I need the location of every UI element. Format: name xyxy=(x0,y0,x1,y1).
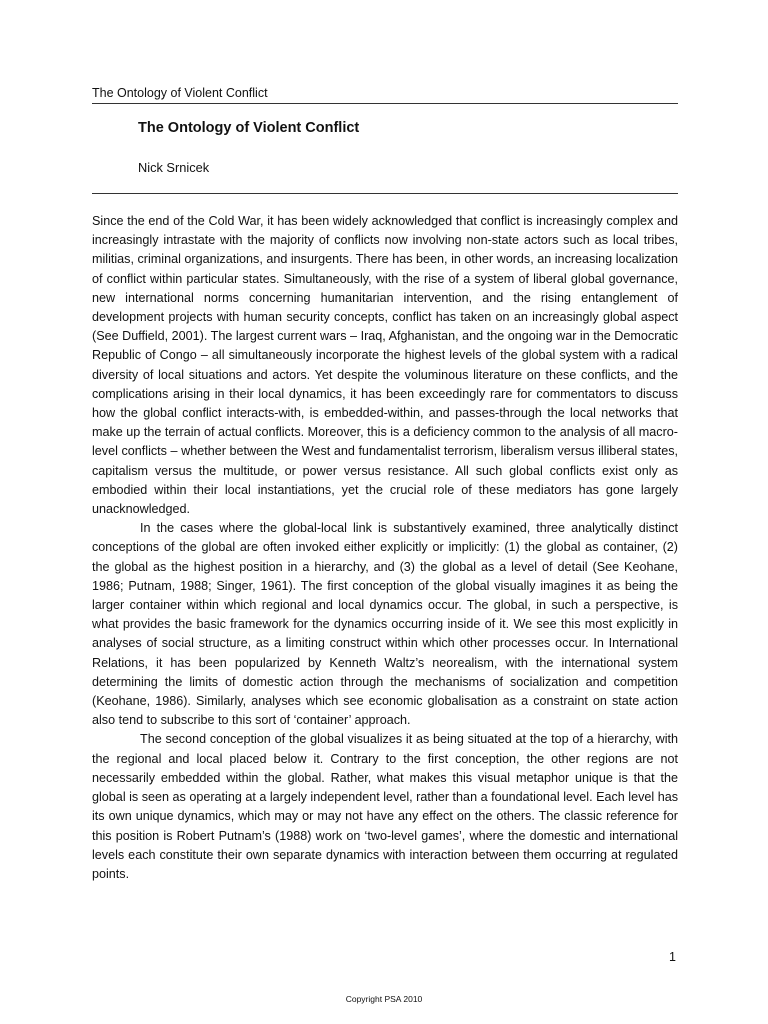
copyright-notice: Copyright PSA 2010 xyxy=(345,994,423,1004)
author-name: Nick Srnicek xyxy=(138,160,210,175)
paragraph-3: The second conception of the global visualizes it as being situated at the top of a hierarchy, with the regional and local placed below it. Contrary to the first conception, the other regions are not necessarily embedded within the global. Rather, what makes this visual metaphor unique is that the global is seen as operating at a largely independent level, rather than a foundational level. Each level has its own unique dynamics, which may or may not have any effect on the others. The classic reference for this position is Robert Putnam’s (1988) work on ‘two-level games’, where the domestic and international levels each constitute their own separate dynamics with interaction between them occurring at regulated points. xyxy=(92,732,679,881)
page-number: 1 xyxy=(669,950,676,964)
running-header: The Ontology of Violent Conflict xyxy=(92,86,268,100)
page-title: The Ontology of Violent Conflict xyxy=(138,120,360,136)
title-divider xyxy=(92,193,678,194)
paragraph-1: Since the end of the Cold War, it has been widely acknowledged that conflict is increasingly complex and increasingly intrastate with the majority of conflicts now involving non-state actors such as local tribes, militias, criminal organizations, and insurgents. There has been, in other words, an increasing localization of conflict within particular states. Simultaneously, with the rise of a system of liberal global governance, new international norms concerning humanitarian intervention, and the rising entanglement of development projects with human security concepts, conflict has taken on an increasingly global aspect (See Duffield, 2001). The largest current wars – Iraq, Afghanistan, and the ongoing war in the Democratic Republic of Congo – all simultaneously incorporate the highest levels of the global system with a radical diversity of local situations and actors. Yet despite the voluminous literature on these conflicts, and the complications arising in their local dynamics, it has been exceedingly rare for commentators to discuss how the global conflict interacts-with, is embedded-within, and passes-through the local networks that make up the terrain of actual conflicts. Moreover, this is a deficiency common to the analysis of all macro-level conflicts – whether between the West and fundamentalist terrorism, liberalism versus illiberal states, capitalism versus the multitude, or power versus resistance. All such global conflicts exist only as embodied within their local instantiations, yet the crucial role of these mediators has gone largely unacknowledged. xyxy=(92,214,678,517)
header-rule xyxy=(92,103,678,104)
paragraph-2: In the cases where the global-local link is substantively examined, three analytically distinct conceptions of the global are often invoked either explicitly or implicitly: (1) the global as container, (2) the global as the highest position in a hierarchy, and (3) the global as a level of detail (See Keohane, 1986; Putnam, 1988; Singer, 1961). The first conception of the global visually imagines it as being the larger container within which regional and local dynamics occur. The global, in such a perspective, is what provides the basic framework for the dynamics occurring inside of it. We see this most explicitly in analyses of social structure, as a limiting construct within which other processes occur. In International Relations, it has been popularized by Kenneth Waltz’s neorealism, with the international system determining the limits of domestic action through the mechanisms of socialization and competition (Keohane, 1986). Similarly, analyses which see economic globalisation as a constraint on state action also tend to subscribe to this sort of ‘container’ approach. xyxy=(92,521,678,728)
body-text xyxy=(92,212,678,884)
